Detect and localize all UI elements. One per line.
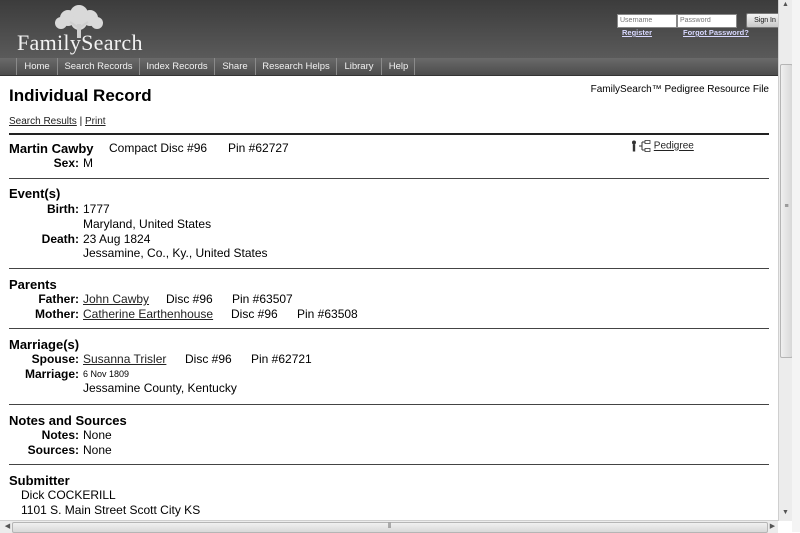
link-separator: | [79,116,83,127]
scroll-left-icon[interactable]: ◀ [4,523,11,530]
vertical-scrollbar[interactable] [778,0,792,521]
person-disc: Compact Disc #96 [109,141,208,155]
nav-index-records[interactable]: Index Records [139,58,214,75]
person-name: Martin Cawby [9,141,94,156]
sign-in-button[interactable]: Sign In [746,13,784,28]
mother-link[interactable]: Catherine Earthenhouse [83,307,214,321]
marriage-date: 6 Nov 1809 [83,369,130,379]
window-edge [792,0,800,532]
nav-research-helps[interactable]: Research Helps [255,58,336,75]
events-heading: Event(s) [9,186,61,201]
main-nav [0,58,790,76]
hgrip-icon: ⦀ [387,523,392,530]
sources-value: None [83,443,112,457]
divider [9,464,769,465]
search-results-link[interactable]: Search Results [9,116,77,127]
death-place: Jessamine, Co., Ky., United States [83,246,268,260]
sex-value: M [83,156,93,170]
submitter-name: Dick COCKERILL [21,488,116,502]
scroll-right-icon[interactable]: ▶ [769,523,776,530]
marriage-place: Jessamine County, Kentucky [83,381,237,395]
record-source: FamilySearch™ Pedigree Resource File [590,84,769,95]
parents-heading: Parents [9,277,57,292]
mother-label: Mother: [35,307,79,321]
notes-value: None [83,428,112,442]
pedigree-link-group[interactable] [631,140,694,152]
marriages-heading: Marriage(s) [9,337,80,352]
horizontal-scrollbar[interactable] [0,520,778,533]
divider [9,268,769,269]
nav-divider [414,58,415,75]
grip-icon: ≡ [784,203,789,210]
mother-disc: Disc #96 [231,307,278,321]
password-input[interactable] [677,14,737,28]
pedigree-icon [631,140,651,152]
sex-label: Sex: [53,156,79,170]
birth-label: Birth: [47,202,79,216]
person-pin: Pin #62727 [228,141,289,155]
nav-help[interactable]: Help [381,58,415,75]
nav-search-records[interactable]: Search Records [57,58,139,75]
nav-share[interactable]: Share [214,58,255,75]
death-date: 23 Aug 1824 [83,232,151,246]
logo-text[interactable]: FamilySearch [17,30,143,55]
register-link[interactable]: Register [622,28,653,37]
nav-library[interactable]: Library [336,58,381,75]
divider [9,328,769,329]
spouse-link[interactable]: Susanna Trisler [83,352,167,366]
record-actions [9,116,106,127]
spouse-disc: Disc #96 [185,352,232,366]
scroll-down-icon[interactable]: ▼ [782,509,789,516]
mother-pin: Pin #63508 [297,307,358,321]
spouse-pin: Pin #62721 [251,352,312,366]
father-disc: Disc #96 [166,292,213,306]
site-header [0,0,790,58]
sources-label: Sources: [27,443,79,457]
spouse-label: Spouse: [31,352,79,366]
submitter-heading: Submitter [9,473,70,488]
death-label: Death: [41,232,79,246]
submitter-address: 1101 S. Main Street Scott City KS [21,503,201,517]
divider [9,178,769,179]
notes-label: Notes: [41,428,79,442]
divider [9,404,769,405]
birth-place: Maryland, United States [83,217,212,231]
notes-heading: Notes and Sources [9,413,127,428]
father-pin: Pin #63507 [232,292,293,306]
father-link[interactable]: John Cawby [83,292,150,306]
username-input[interactable] [617,14,677,28]
forgot-password-link[interactable]: Forgot Password? [683,28,749,37]
marriage-label: Marriage: [24,367,79,381]
scroll-up-icon[interactable]: ▲ [782,1,789,8]
nav-home[interactable]: Home [16,58,57,75]
print-link[interactable]: Print [84,116,106,127]
page-title: Individual Record [9,86,152,105]
father-label: Father: [38,292,79,306]
birth-date: 1777 [83,202,110,216]
divider [9,133,769,135]
pedigree-link[interactable]: Pedigree [653,140,694,152]
horizontal-scroll-thumb[interactable] [12,522,768,533]
